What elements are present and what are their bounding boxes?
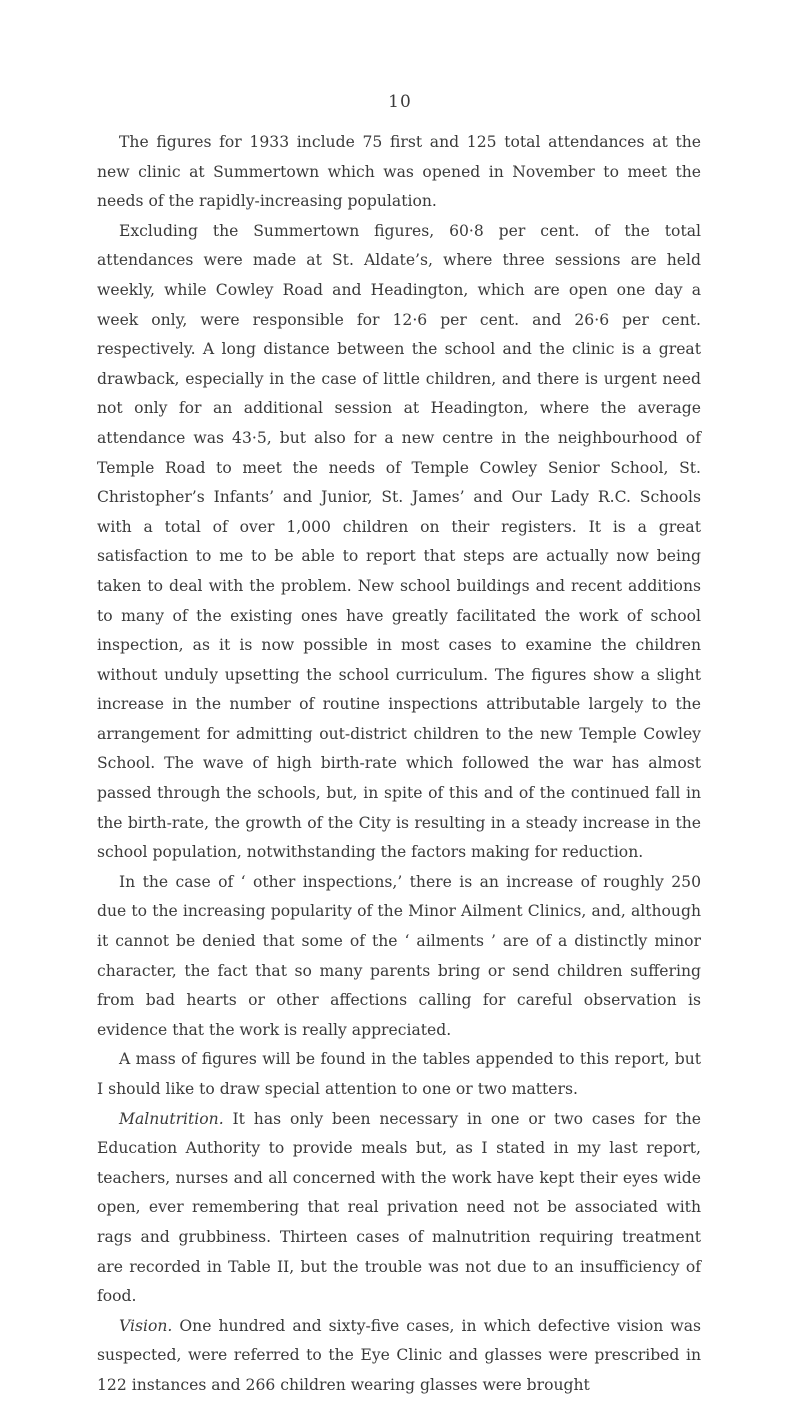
section-heading-malnutrition: Malnutrition. [119,1109,224,1128]
section-heading-vision: Vision. [119,1316,173,1335]
paragraph-text: One hundred and sixty-five cases, in which defective vision was suspected, were referred to the Eye Clinic and glasses were prescribed in 122 instances and 266 children wearing glasses were brought [97,1316,701,1394]
paragraph-clinic-attendances [97,217,701,868]
paragraph-text: Excluding the Summertown figures, 60·8 per cent. of the total attendances were made at St. Aldate’s, where three sessions are held weekly, while Cowley Road and Headington, which are open one day a week only, were responsible for 12·6 per cent. and 26·6 per cent. respectively. A long distance between the school and the clinic is a great drawback, especially in the case of little children, and there is urgent need not only for an additional session at Headington, where the average attendance was 43·5, but also for a new centre in the neighbourhood of Temple Road to meet the needs of Temple Cowley Senior School, St. Christopher’s Infants’ and Junior, St. James’ and Our Lady R.C. Schools with a total of over 1,000 children on their registers. It is a great satisfaction to me to be able to report that steps are actually now being taken to deal with the problem. New school buildings and recent additions to many of the existing ones have greatly facilitated the work of school inspection, as it is now possible in most cases to examine the children without unduly upsetting the school curriculum. The figures show a slight increase in the number of routine inspections attributable largely to the arrangement for admitting out-district children to the new Temple Cowley School. The wave of high birth-rate which followed the war has almost passed through the schools, but, in spite of this and of the continued fall in the birth-rate, the growth of the City is resulting in a steady increase in the school population, notwithstanding the factors making for reduction. [97,221,701,862]
page-number: 10 [388,92,412,112]
paragraph-tables-note [97,1045,701,1104]
paragraph-text: A mass of figures will be found in the tables appended to this report, but I should like to draw special attention to one or two matters. [97,1050,701,1098]
paragraph-text: It has only been necessary in one or two cases for the Education Authority to provide meals but, as I stated in my last report, teachers, nurses and all concerned with the work have kept their eyes wide open, ever remembering that real privation need not be associated with rags and grubbiness. Thirteen cases of malnutrition requiring treatment are recorded in Table II, but the trouble was not due to an insufficiency of food. [97,1109,701,1306]
body-text [97,128,701,1401]
paragraph-text: In the case of ‘ other inspections,’ there is an increase of roughly 250 due to the increasing popularity of the Minor Ailment Clinics, and, although it cannot be denied that some of the ‘ ailments ’ are of a distinctly minor character, the fact that so many parents bring or send children suffering from bad hearts or other affections calling for careful observation is evidence that the work is really appreciated. [97,872,701,1039]
paragraph-other-inspections [97,868,701,1046]
paragraph-malnutrition [97,1105,701,1312]
paragraph-summertown-figures [97,128,701,217]
paragraph-text: The figures for 1933 include 75 first and 125 total attendances at the new clinic at Summertown which was opened in November to meet the needs of the rapidly-increasing population. [97,133,701,211]
paragraph-vision [97,1312,701,1401]
